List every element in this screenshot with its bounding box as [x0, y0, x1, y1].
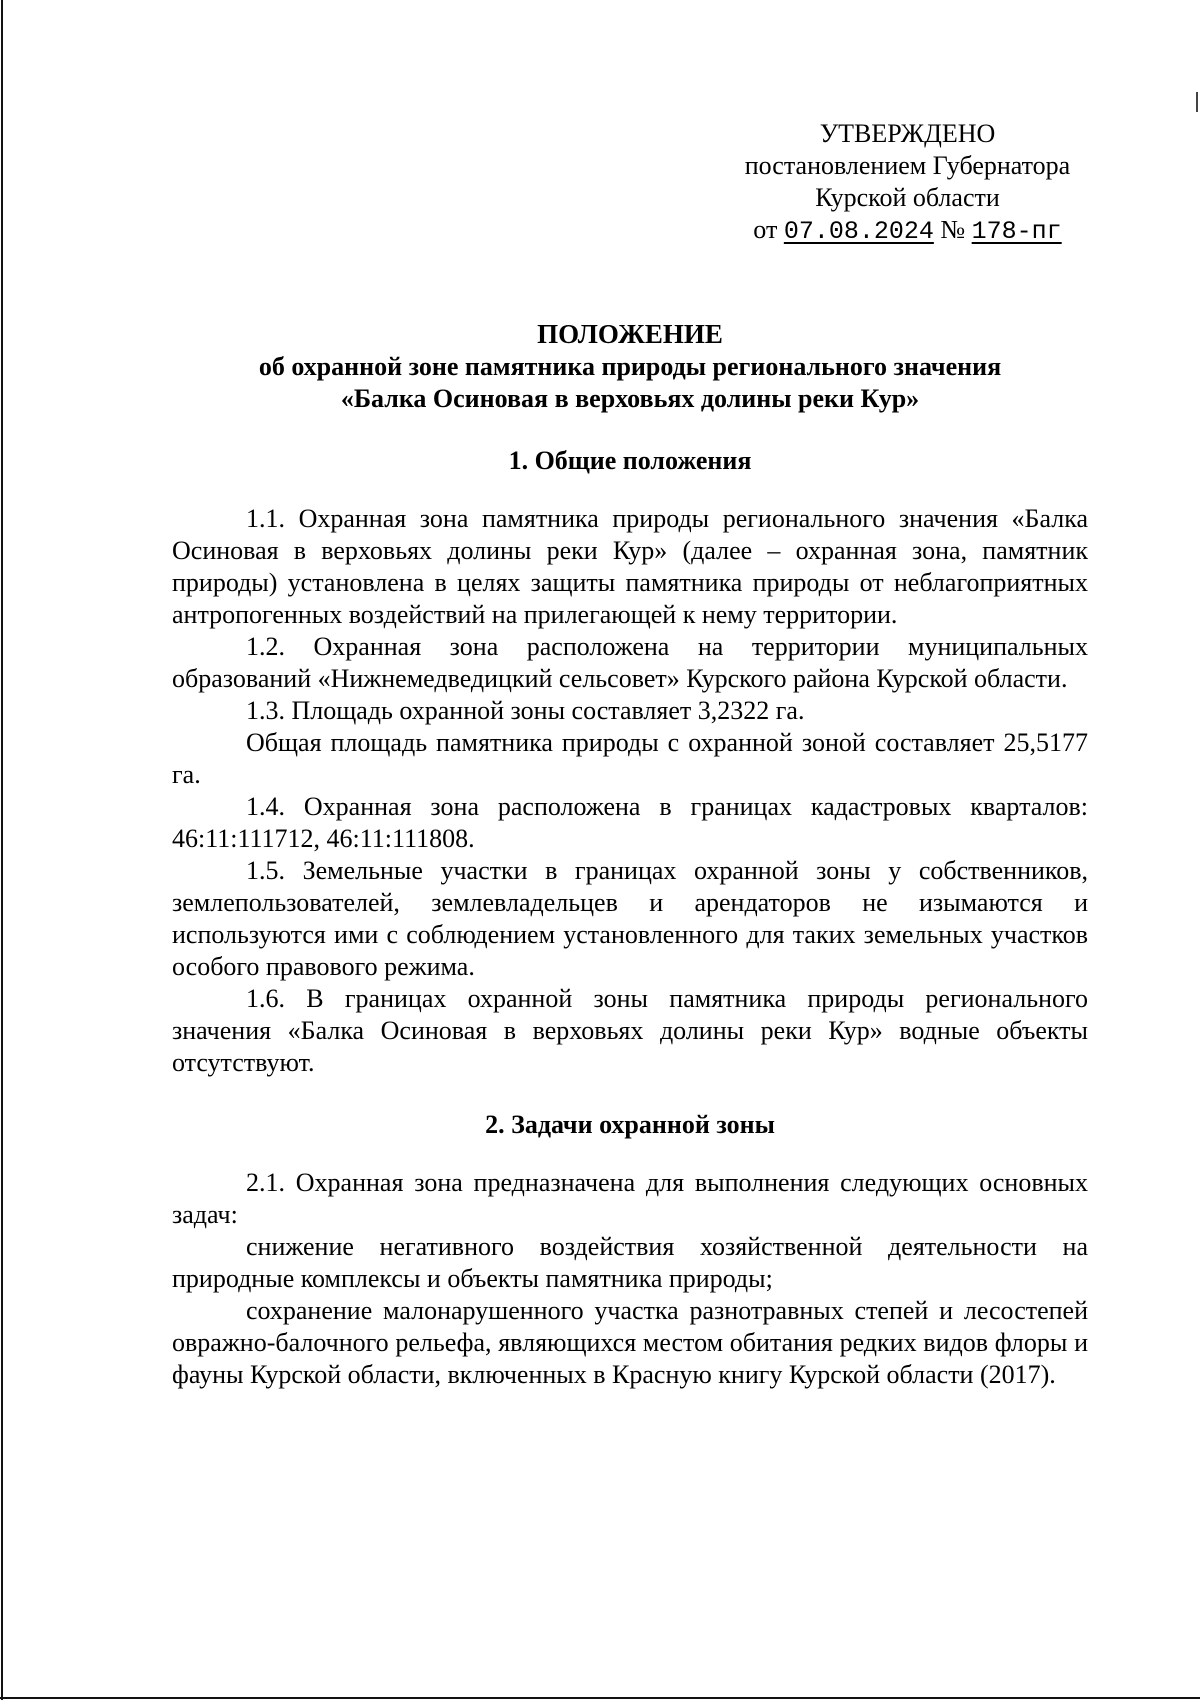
paragraph-1-4: 1.4. Охранная зона расположена в границах кадастровых кварталов: 46:11:111712, 46:11:111808.: [172, 792, 1088, 853]
number-prefix: №: [940, 215, 966, 244]
scan-edge-left: [1, 0, 3, 1700]
paragraph-2-1-task-1: снижение негативного воздействия хозяйственной деятельности на природные комплексы и объекты памятника природы;: [172, 1232, 1088, 1293]
date-prefix: от: [753, 215, 778, 244]
section-2-heading: 2. Задачи охранной зоны: [485, 1110, 775, 1139]
section-1-heading: 1. Общие положения: [508, 446, 752, 475]
document-title: ПОЛОЖЕНИЕ: [537, 319, 723, 349]
approval-number: 178-пг: [971, 217, 1062, 246]
paragraph-1-6: 1.6. В границах охранной зоны памятника природы регионального значения «Балка Осиновая в верховьях долины реки Кур» водные объекты отсутствуют.: [172, 984, 1088, 1077]
document-body: [172, 318, 1088, 1391]
paragraph-1-3: 1.3. Площадь охранной зоны составляет 3,2322 га.: [246, 696, 805, 725]
paragraph-1-5: 1.5. Земельные участки в границах охранной зоны у собственников, землепользователей, землевладельцев и арендаторов не изымаются и используются ими с соблюдением установленного для таких земельных участков особого правового режима.: [172, 856, 1088, 981]
paragraph-1-2: 1.2. Охранная зона расположена на территории муниципальных образований «Нижнемедведицкий сельсовет» Курского района Курской области.: [172, 632, 1088, 693]
approval-date: 07.08.2024: [783, 217, 934, 246]
paragraph-2-1: 2.1. Охранная зона предназначена для выполнения следующих основных задач:: [172, 1168, 1088, 1229]
approval-block: [720, 118, 1095, 248]
approval-approved: УТВЕРЖДЕНО: [819, 119, 996, 148]
approval-decree-line: постановлением Губернатора: [744, 151, 1071, 180]
document-subtitle-line2: «Балка Осиновая в верховьях долины реки Кур»: [340, 384, 920, 413]
approval-date-number: [720, 214, 1095, 248]
document-subtitle-line1: об охранной зоне памятника природы регионального значения: [258, 352, 1002, 381]
approval-region-line: Курской области: [815, 183, 1000, 212]
paragraph-1-3-total: Общая площадь памятника природы с охранной зоной составляет 25,5177 га.: [172, 728, 1088, 789]
scan-edge-mark: [1196, 92, 1198, 112]
paragraph-2-1-task-2: сохранение малонарушенного участка разнотравных степей и лесостепей овражно-балочного рельефа, являющихся местом обитания редких видов флоры и фауны Курской области, включенных в Красную книгу Курской области (2017).: [172, 1296, 1088, 1389]
paragraph-1-1: 1.1. Охранная зона памятника природы регионального значения «Балка Осиновая в верховьях долины реки Кур» (далее – охранная зона, памятник природы) установлена в целях защиты памятника природы от неблагоприятных антропогенных воздействий на прилегающей к нему территории.: [172, 504, 1088, 629]
scan-edge-bottom: [0, 1697, 1200, 1699]
